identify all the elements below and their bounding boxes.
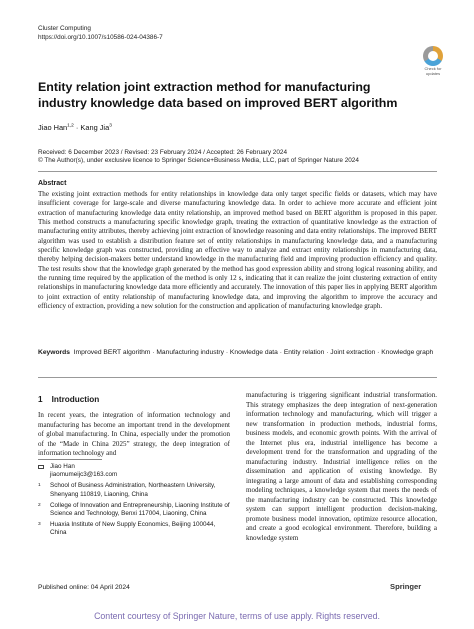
affiliation-text: School of Business Administration, Northeastern University, Shenyang 110819, Liaoning, China — [50, 482, 216, 498]
check-for-updates-icon — [423, 46, 443, 66]
corresponding-author-name: Jiao Han — [50, 463, 75, 470]
keywords-list: Improved BERT algorithm · Manufacturing industry · Knowledge data · Entity relation · Joint extraction · Knowledge graph — [73, 349, 434, 356]
body-text-right: manufacturing is triggering significant industrial transformation. This strategy emphasizes the deep integration of next-generation information technology and manufacturing, which will trigger a new transformation in production methods, industrial forms, business models, and economic growth points. With the arrival of the Internet plus era, industrial intelligence has become a development trend for the transformation and upgrading of the manufacturing industry. Industrial intelligence relies on the dissemination and application of existing knowledge. By integrating a large amount of data and establishing corresponding modeling techniques, a knowledge system that meets the needs of the manufacturing industry can be constructed. This knowledge system can support intelligent production decision-making, promote business model innovation, optimize resource allocation, and create a good ecological environment. Therefore, building a knowledge system — [246, 391, 437, 542]
corresponding-author — [38, 463, 230, 479]
affiliation — [38, 521, 230, 537]
published-date: Published online: 04 April 2024 — [38, 584, 130, 591]
section-heading — [38, 395, 99, 404]
author-name[interactable]: Kang Jia — [80, 123, 110, 132]
author-affiliation-mark: 1,2 — [67, 123, 74, 129]
affiliation-mark: 3 — [38, 522, 41, 528]
author-separator: · — [73, 123, 81, 132]
author-name[interactable]: Jiao Han — [38, 123, 68, 132]
section-number: 1 — [38, 395, 43, 404]
copyright-notice: © The Author(s), under exclusive licence to Springer Science+Business Media, LLC, part of Springer Nature 2024 — [38, 157, 359, 164]
footnote-divider — [38, 459, 102, 460]
abstract-heading: Abstract — [38, 180, 67, 187]
body-text-left: In recent years, the integration of information technology and manufacturing has become an important trend in the development of global manufacturing. In China, especially under the promotion of the “Made in China 2025” strategy, the deep integration of information technology and — [38, 411, 230, 457]
section-title: Introduction — [51, 395, 100, 404]
affiliation-text: Huaxia Institute of New Supply Economics, Beijing 100044, China — [50, 521, 216, 537]
check-for-updates-label: Check for updates — [424, 66, 442, 76]
keywords-label: Keywords — [38, 349, 70, 356]
envelope-icon — [38, 465, 44, 469]
author-footnotes — [38, 463, 230, 541]
article-dates: Received: 6 December 2023 / Revised: 23 February 2024 / Accepted: 26 February 2024 — [38, 149, 288, 156]
springer-logo: Springer — [390, 582, 422, 591]
abstract-text: The existing joint extraction methods for entity relationships in knowledge data only target specific fields or datasets, which may have insufficient coverage for large-scale and diverse manufacturing knowledge data. In order to achieve more accurate and efficient joint extraction of manufacturing knowledge data entity relationship, an improved method based on BERT algorithm is proposed in this paper. This method constructs a manufacturing specific knowledge graph, treating the extraction of quantitative knowledge as the extraction of manufacturing entity attributes, thereby achieving joint extraction of knowledge reasoning and data entity relationships. The improved BERT algorithm was used to establish a distribution feature set of entity relationships in manufacturing knowledge data, and a manufacturing specific knowledge graph was constructed, providing an effective way to analyze and extract entity relationships in manufacturing data, thereby helping decision-makers better understand knowledge in the manufacturing field and improving production efficiency and quality. The test results show that the knowledge graph generated by the method has good expression ability and strong logical reasoning ability, and the running time required by the application of the method is only 12 s, indicating that it can realize the joint clustering extraction of entity relationships in manufacturing knowledge data more efficiently and accurately. The innovation of this paper lies in applying BERT algorithm to joint extraction of entity relationship of manufacturing knowledge data, and improving the algorithm to improve the accuracy and efficiency of extraction, providing a new solution for the construction and application of manufacturing knowledge graph. — [38, 190, 437, 311]
courtesy-notice: Content courtesy of Springer Nature, terms of use apply. Rights reserved. — [94, 611, 380, 621]
author-affiliation-mark: 3 — [109, 123, 112, 129]
journal-name: Cluster Computing — [38, 25, 91, 32]
keywords — [38, 348, 437, 357]
affiliation-mark: 2 — [38, 502, 41, 508]
affiliation-mark: 1 — [38, 483, 41, 489]
affiliation-text: College of Innovation and Entrepreneurship, Liaoning Institute of Science and Technology, Benxi 117004, Liaoning, China — [50, 501, 230, 518]
author-list — [38, 123, 112, 132]
affiliation — [38, 482, 230, 498]
article-title: Entity relation joint extraction method for manufacturing industry knowledge data based on improved BERT algorithm — [38, 80, 398, 110]
divider — [38, 171, 437, 172]
doi-link[interactable]: https://doi.org/10.1007/s10586-024-04386-7 — [38, 34, 163, 41]
divider — [38, 377, 437, 378]
check-for-updates-badge[interactable] — [420, 46, 446, 76]
corresponding-author-email[interactable]: jiaomumeijc3@163.com — [50, 471, 118, 479]
affiliation — [38, 502, 230, 518]
